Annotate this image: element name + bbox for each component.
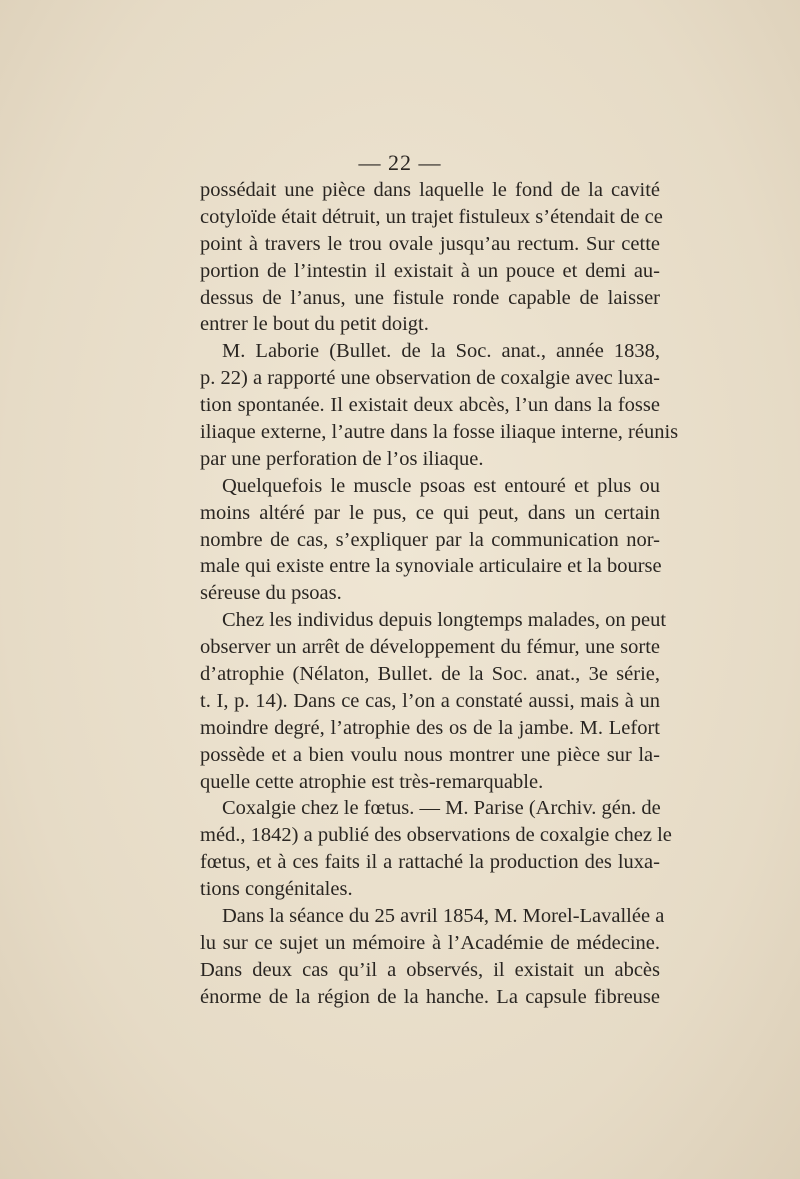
text-line: tions congénitales. bbox=[200, 878, 353, 901]
text-line: fœtus, et à ces faits il a rattaché la production des luxa- bbox=[200, 851, 660, 874]
text-line: Chez les individus depuis longtemps malades, on peut bbox=[222, 609, 667, 632]
text-line: point à travers le trou ovale jusqu’au rectum. Sur cette bbox=[200, 232, 660, 255]
text-line: portion de l’intestin il existait à un pouce et demi au- bbox=[200, 259, 660, 282]
text-line: quelle cette atrophie est très-remarquable. bbox=[200, 770, 544, 793]
text-line: d’atrophie (Nélaton, Bullet. de la Soc. anat., 3e série, bbox=[200, 663, 660, 686]
text-line: Dans la séance du 25 avril 1854, M. Morel-Lavallée a bbox=[222, 905, 665, 928]
page-number: — 22 — bbox=[358, 150, 442, 175]
text-line: possédait une pièce dans laquelle le fond de la cavité bbox=[200, 179, 660, 201]
text-line: tion spontanée. Il existait deux abcès, l’un dans la fosse bbox=[200, 394, 660, 417]
text-line: entrer le bout du petit doigt. bbox=[200, 313, 429, 336]
text-line: méd., 1842) a publié des observations de coxalgie chez le bbox=[200, 824, 672, 847]
text-line: observer un arrêt de développement du fémur, une sorte bbox=[200, 636, 660, 659]
text-line: male qui existe entre la synoviale articulaire et la bourse bbox=[200, 555, 662, 578]
text-line: Coxalgie chez le fœtus. — M. Parise (Archiv. gén. de bbox=[222, 797, 661, 820]
text-line: M. Laborie (Bullet. de la Soc. anat., année 1838, bbox=[222, 340, 660, 363]
text-line: moindre degré, l’atrophie des os de la jambe. M. Lefort bbox=[200, 716, 660, 739]
text-line: par une perforation de l’os iliaque. bbox=[200, 447, 484, 470]
text-line: moins altéré par le pus, ce qui peut, dans un certain bbox=[200, 501, 660, 524]
text-line: t. I, p. 14). Dans ce cas, l’on a constaté aussi, mais à un bbox=[200, 689, 660, 712]
text-line: iliaque externe, l’autre dans la fosse iliaque interne, réunis bbox=[200, 421, 679, 444]
text-line: dessus de l’anus, une fistule ronde capable de laisser bbox=[200, 286, 660, 309]
text-line: Quelquefois le muscle psoas est entouré et plus ou bbox=[222, 474, 660, 497]
text-line: p. 22) a rapporté une observation de coxalgie avec luxa- bbox=[200, 367, 660, 390]
text-line: séreuse du psoas. bbox=[200, 582, 342, 605]
text-line: possède et a bien voulu nous montrer une pièce sur la- bbox=[200, 743, 660, 766]
body-text bbox=[200, 177, 679, 1011]
text-line: lu sur ce sujet un mémoire à l’Académie de médecine. bbox=[200, 931, 660, 954]
text-line: énorme de la région de la hanche. La capsule fibreuse bbox=[200, 985, 660, 1008]
text-line: cotyloïde était détruit, un trajet fistuleux s’étendait de ce bbox=[200, 205, 663, 228]
text-line: nombre de cas, s’expliquer par la communication nor- bbox=[200, 528, 660, 551]
text-line: Dans deux cas qu’il a observés, il existait un abcès bbox=[200, 958, 660, 981]
